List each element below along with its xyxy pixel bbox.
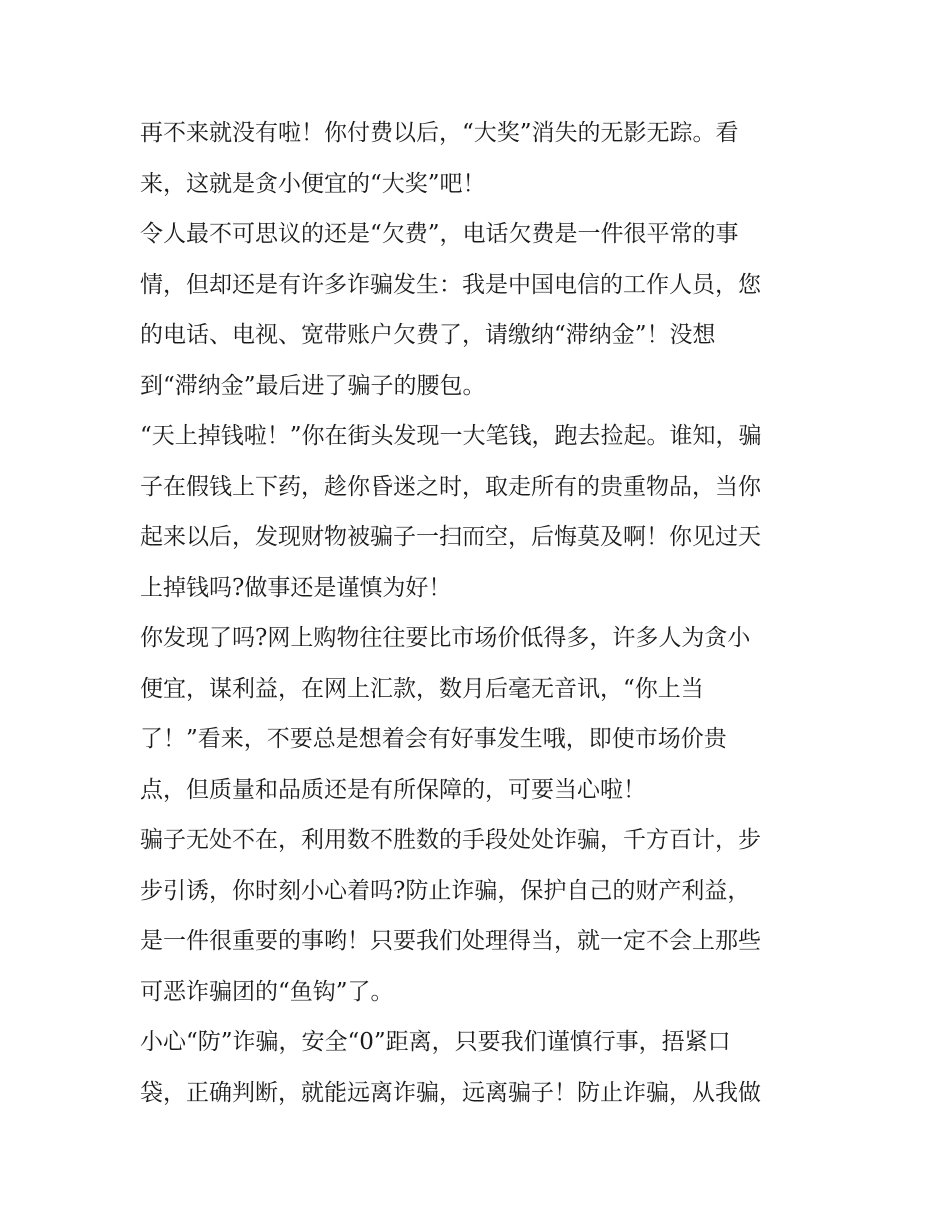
text-line: 的电话、电视、宽带账户欠费了，请缴纳“滞纳金”！没想 — [140, 322, 716, 348]
text-line: 上掉钱吗?做事还是谨慎为好！ — [140, 574, 452, 601]
text-line: 了！”看来，不要总是想着会有好事发生哦，即使市场价贵 — [140, 726, 727, 752]
text-line: 便宜，谋利益，在网上汇款，数月后毫无音讯，“你上当 — [140, 675, 704, 702]
text-line: 情，但却还是有许多诈骗发生：我是中国电信的工作人员，您 — [140, 271, 761, 298]
text-line: 起来以后，发现财物被骗子一扫而空，后悔莫及啊！你见过天 — [140, 524, 761, 550]
text-line: 点，但质量和品质还是有所保障的，可要当心啦！ — [140, 776, 646, 803]
text-line: 子在假钱上下药，趁你昏迷之时，取走所有的贵重物品，当你 — [140, 473, 761, 500]
text-line: 到“滞纳金”最后进了骗子的腰包。 — [140, 372, 486, 399]
text-line: 骗子无处不在，利用数不胜数的手段处处诈骗，千方百计，步 — [140, 827, 761, 853]
text-line: 再不来就没有啦！你付费以后，“大奖”消失的无影无踪。看 — [140, 120, 739, 146]
text-line: 可恶诈骗团的“鱼钩”了。 — [140, 978, 394, 1005]
text-line: 来，这就是贪小便宜的“大奖”吧！ — [140, 170, 486, 197]
text-line: 袋，正确判断，就能远离诈骗，远离骗子！防止诈骗，从我做 — [140, 1079, 761, 1106]
body-text — [140, 108, 830, 1118]
text-line: 步引诱，你时刻小心着吗?防止诈骗，保护自己的财产利益， — [140, 877, 751, 904]
text-line: 是一件很重要的事哟！只要我们处理得当，就一定不会上那些 — [140, 928, 761, 954]
text-line: 小心“防”诈骗，安全“0”距离，只要我们谨慎行事，捂紧口 — [140, 1029, 731, 1055]
text-line: 令人最不可思议的还是“欠费”，电话欠费是一件很平常的事 — [140, 221, 739, 247]
text-line: “天上掉钱啦！”你在街头发现一大笔钱，跑去捡起。谁知，骗 — [140, 423, 762, 449]
text-line: 你发现了吗?网上购物往往要比市场价低得多，许多人为贪小 — [140, 625, 751, 651]
